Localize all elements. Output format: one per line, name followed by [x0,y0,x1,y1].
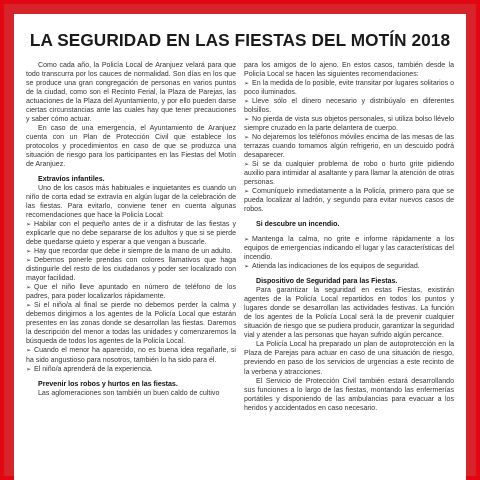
paragraph: Las aglomeraciones son también un buen caldo de cultivo [38,389,220,397]
list-item: ➢ Debemos ponerle prendas con colores llamativos que haga distinguirle del resto de los ciudadanos y poder ser localizado con mayor facilidad. [26,257,236,283]
article-title: LA SEGURIDAD EN LAS FIESTAS DEL MOTÍN 2018 [29,30,451,50]
section-heading: Prevenir los robos y hurtos en las fiestas. [38,380,178,388]
arrowhead-icon: ➢ [26,248,32,256]
article-columns [26,61,454,413]
arrowhead-icon: ➢ [26,302,32,310]
list-item: ➢ En la medida de lo posible, evite transitar por lugares solitarios o poco iluminados. [244,80,454,97]
paragraph: La Policía Local ha preparado un plan de autoprotección en la Plaza de Parejas para actuar en caso de una situación de riesgo, previendo en paso de los servicios de urgencias a este recinto de la verbena y atracciones. [244,341,454,376]
list-item: ➢ Habilar con el pequeño antes de ir a disfrutar de las fiestas y explicarle que no debe separarse de los adultos y que si se pierde debe quedarse quieto y esperar a que vengan a buscarle. [26,221,236,247]
arrowhead-icon: ➢ [244,188,250,196]
list-item: ➢ Mantenga la calma, no grite e informe rápidamente a los equipos de emergencias indicando el lugar y las características del incendio. [244,236,454,262]
paragraph: El Servicio de Protección Civil también estará desarrollando sus funciones a lo largo de las fiestas, montando las enfermerías portátiles y disponiendo de las ambulancias para evacuar a los heridos y accidentados en caso necesario. [244,377,454,412]
arrowhead-icon: ➢ [26,257,32,265]
arrowhead-icon: ➢ [244,80,250,88]
arrowhead-icon: ➢ [26,365,32,373]
list-item: ➢ El niño/a aprenderá de la experiencia. [26,365,153,373]
paragraph: Como cada año, la Policía Local de Aranjuez velará para que todo transcurra por los cauces de normalidad. Son días en los que se produce una gran congregación de personas en varios puntos de la ciudad, como son el Recinto Ferial, la Plaza de Parejas, las actuaciones de la Plaza del Ayuntamiento, y por ello pueden darse ciertas circunstancias ante las cuales hay que tener precauciones y saber cómo actuar. [26,62,236,124]
paragraph: para los amigos de lo ajeno. En estos casos, también desde la Policía Local se hacen las siguientes recomendaciones: [244,62,454,79]
section-heading: Si descubre un incendio. [256,221,340,229]
arrowhead-icon: ➢ [244,161,250,169]
paragraph: En caso de una emergencia, el Ayuntamiento de Aranjuez cuenta con un Plan de Protección Civil que establece los protocolos y procedimientos en caso de que se produzca una situación de riesgo para los participantes en las Fiestas del Motín de Aranjuez. [26,125,236,169]
list-item: ➢ Si se da cualquier problema de robo o hurto grite pidiendo auxilio para intimidar al asaltante y para llamar la atención de otras personas. [244,161,454,187]
left-column [26,61,236,413]
arrowhead-icon: ➢ [244,263,250,271]
list-item: ➢ Lleve sólo el dinero necesario y distribúyalo en diferentes bolsillos. [244,98,454,115]
arrowhead-icon: ➢ [26,347,32,355]
section-heading: Dispositivo de Seguridad para las Fiestas. [256,278,398,286]
arrowhead-icon: ➢ [244,236,250,244]
list-item: ➢ No pierda de vista sus objetos personales, si utiliza bolso llévelo siempre cruzado en la parte delantera de cuerpo. [244,116,454,133]
arrowhead-icon: ➢ [26,284,32,292]
section-heading: Extravíos infantiles. [38,176,105,184]
list-item: ➢ Cuando el menor ha aparecido, no es buena idea regañarle, si ha sido angustioso para nosotros, también lo ha sido para él. [26,347,236,364]
right-column [244,61,454,413]
paragraph: Para garantizar la seguridad en estas Fiestas, existirán agentes de la Policía Local repartidos en todos los puntos y lugares donde se desarrollan las actividades festivas. La función de los agentes de la Policía Local será la de prevenir cualquier situación de riesgo que se pudiera producir, garantizar la seguridad vial y atender a las personas que hayan sufrido algún percance. [244,287,454,340]
arrowhead-icon: ➢ [244,98,250,106]
list-item: ➢ Comuníquelo inmediatamente a la Policía, primero para que se pueda localizar al ladrón, y segundo para evitar nuevos casos de robos. [244,188,454,214]
list-item: ➢ Si el niño/a al final se pierde no debemos perder la calma y debemos dirigirnos a los agentes de la Policía Local que estarán presentes en las zonas donde se desarrollan las fiestas. Daremos la descripción del menor a todas las unidades y comenzaremos la búsqueda de todos los agentes de la Policía Local. [26,302,236,346]
arrowhead-icon: ➢ [244,116,250,124]
arrowhead-icon: ➢ [244,134,250,142]
paragraph: Uno de los casos más habituales e inquietantes es cuando un niño de corta edad se extravía en algún lugar de la celebración de las fiestas. Para evitarlo, conviene tener en cuenta algunas recomendaciones que hace la Policía Local: [26,185,236,220]
list-item: ➢ Que el niño lleve apuntado en número de teléfono de los padres, para poder localizarlos rápidamente. [26,284,236,301]
arrowhead-icon: ➢ [26,221,32,229]
list-item: ➢ No dejaremos los teléfonos móviles encima de las mesas de las terrazas cuando tomamos algún refrigerio, en un descuido podrá desaparecer. [244,134,454,160]
list-item: ➢ Atienda las indicaciones de los equipos de seguridad. [244,263,420,271]
article-page [14,14,466,480]
list-item: ➢ Hay que recordar que debe ir siempre de la mano de un adulto. [26,248,233,256]
